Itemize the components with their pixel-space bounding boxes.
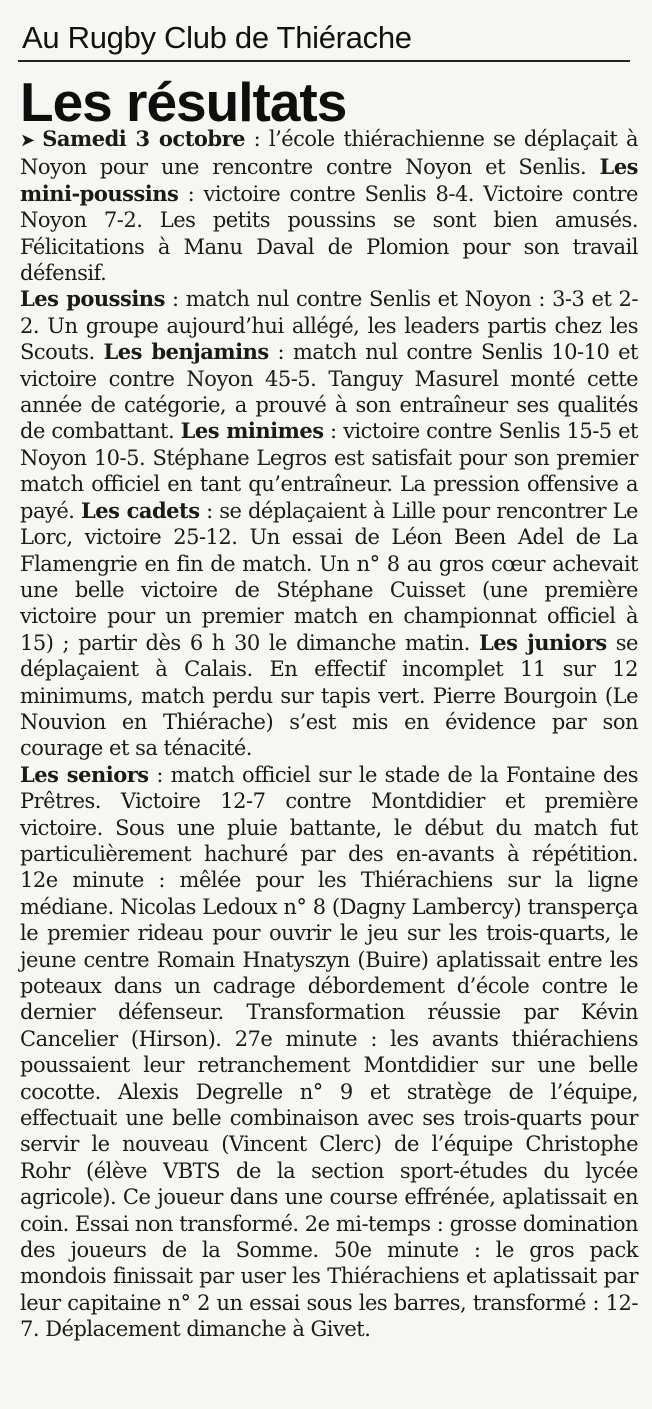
paragraph-2 <box>20 286 638 761</box>
run-team: Les cadets <box>80 497 200 523</box>
run-text: : match nul contre Senlis 10-10 et victoire contre Noyon 45-5. Tanguy Masurel monté cette année de catégorie, a prouvé à son entraîneur ses qualités de combattant. <box>20 340 638 444</box>
bullet-arrow-icon: ➤ <box>20 130 43 151</box>
top-rule <box>18 60 630 62</box>
paragraph-3 <box>20 762 638 1343</box>
run-text: : victoire contre Senlis 8-4. Victoire contre Noyon 7-2. Les petits poussins se sont bien amusés. Félicitations à Manu Daval de Plomion pour son travail défensif. <box>20 181 638 286</box>
run-team: Les benjamins <box>103 339 269 365</box>
run-team: Les mini-poussins <box>20 154 638 206</box>
run-text: : match officiel sur le stade de la Fontaine des Prêtres. Victoire 12-7 contre Montdidier et première victoire. Sous une pluie battante, le début du match fut particulièrement hachuré par des en-avants à répétition. 12e minute : mêlée pour les Thiérachiens sur la ligne médiane. Nicolas Ledoux n° 8 (Dagny Lambercy) transperça le premier rideau pour ouvrir le jeu sur les trois-quarts, le jeune centre Romain Hnatyszyn (Buire) aplatissait entre les poteaux dans un cadrage débordement d’école contre le dernier défenseur. Transformation réussie par Kévin Cancelier (Hirson). 27e minute : les avants thiérachiens poussaient leur retranchement Montdidier sur une belle cocotte. Alexis Degrelle n° 9 et stratège de l’équipe, effectuait une belle combinaison avec ses trois-quarts pour servir le nouveau (Vincent Clerc) de l’équipe Christophe Rohr (élève VBTS de la section sport-études du lycée agricole). Ce joueur dans une course effrénée, aplatissait en coin. Essai non transformé. 2e mi-temps : grosse domination des joueurs de la Somme. 50e minute : le gros pack mondois finissait par user les Thiérachiens et aplatissait par leur capitaine n° 2 un essai sous les barres, transformé : 12-7. Déplacement dimanche à Givet. <box>20 762 638 1342</box>
run-team: Les poussins <box>20 286 165 312</box>
run-team: Les juniors <box>478 629 607 655</box>
paragraph-1 <box>20 126 638 286</box>
run-text: : victoire contre Senlis 15-5 et Noyon 10-5. Stéphane Legros est satisfait pour son premier match officiel en tant qu’entraîneur. La pression offensive a payé. <box>20 419 638 523</box>
run-text: : l’école thiérachienne se déplaçait à Noyon pour une rencontre contre Noyon et Senlis. <box>20 127 639 180</box>
article-body <box>20 126 638 1343</box>
run-text: : match nul contre Senlis et Noyon : 3-3 et 2-2. Un groupe aujourd’hui allégé, les leaders partis chez les Scouts. <box>20 287 638 365</box>
run-text: : se déplaçaient à Lille pour rencontrer Le Lorc, victoire 25-12. Un essai de Léon Been Adel de La Flamengrie en fin de match. Un n° 8 au gros cœur achevait une belle victoire de Stéphane Cuisset (une première victoire pour un premier match en championnat officiel à 15) ; partir dès 6 h 30 le dimanche matin. <box>20 498 638 655</box>
run-text: se déplaçaient à Calais. En effectif incomplet 11 sur 12 minimums, match perdu sur tapis vert. Pierre Bourgoin (Le Nouvion en Thiérache) s’est mis en évidence par son courage et sa ténacité. <box>20 630 638 761</box>
run-team: Les seniors <box>20 761 149 787</box>
headline: Les résultats <box>20 71 347 133</box>
run-team: Les minimes <box>180 418 324 444</box>
run-date: Samedi 3 octobre <box>42 126 246 151</box>
section-label: Au Rugby Club de Thiérache <box>22 20 412 55</box>
